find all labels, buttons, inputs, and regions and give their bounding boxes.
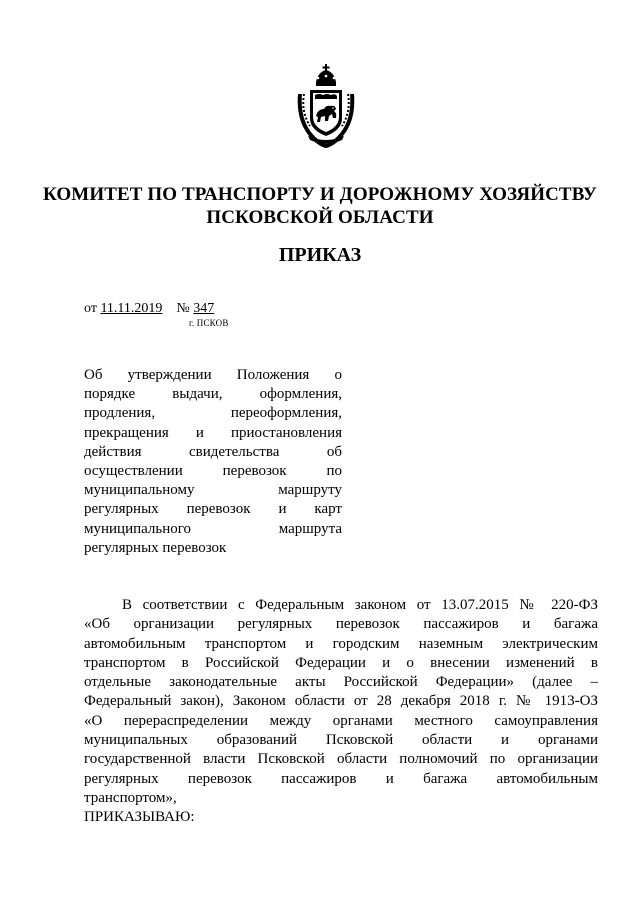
number-prefix: № — [176, 301, 190, 316]
subject-line: муниципального маршрута — [84, 520, 342, 537]
subject-line: регулярных перевозок и карт — [84, 501, 342, 518]
subject-line: регулярных перевозок — [84, 539, 227, 556]
order-subject — [84, 366, 342, 558]
subject-line: Об утверждении Положения о — [84, 367, 342, 383]
subject-line: муниципальному маршруту — [84, 482, 342, 499]
subject-line: прекращения и приостановления — [84, 424, 342, 441]
body-line: муниципальных образований Псковской области и органами — [84, 732, 598, 749]
order-body — [84, 596, 598, 828]
body-line-order-verb: ПРИКАЗЫВАЮ: — [84, 809, 195, 826]
document-type: ПРИКАЗ — [278, 244, 362, 266]
coat-of-arms-icon — [296, 64, 356, 148]
body-line: «Об организации регулярных перевозок пассажиров и багажа — [84, 616, 598, 633]
order-date: 11.11.2019 — [100, 301, 163, 316]
subject-line: продления, переоформления, — [84, 405, 342, 422]
body-line: регулярных перевозок пассажиров и багажа автомобильным — [84, 770, 598, 787]
organization-title-line-1: КОМИТЕТ ПО ТРАНСПОРТУ И ДОРОЖНОМУ ХОЗЯЙСТВУ — [43, 184, 597, 205]
body-line: «О перераспределении между органами местного самоуправления — [84, 712, 598, 729]
body-line: государственной власти Псковской области полномочий по организации — [84, 751, 598, 768]
date-prefix: от — [84, 301, 97, 316]
subject-line: порядке выдачи, оформления, — [84, 386, 342, 403]
order-date-number — [84, 300, 214, 318]
body-line: автомобильным транспортом и городским наземным электрическим — [84, 635, 598, 652]
body-line: транспортом», — [84, 789, 177, 806]
body-line: отдельные законодательные акты Российской Федерации» (далее – — [84, 674, 598, 691]
subject-line: осуществлении перевозок по — [84, 463, 342, 480]
body-line: транспортом в Российской Федерации и о внесении изменений в — [84, 654, 598, 671]
body-line: В соответствии с Федеральным законом от 13.07.2015 № 220-ФЗ — [122, 597, 598, 613]
body-line: Федеральный закон), Законом области от 28 декабря 2018 г. № 1913-ОЗ — [84, 693, 598, 710]
order-number: 347 — [193, 301, 215, 316]
organization-title — [40, 183, 600, 229]
subject-line: действия свидетельства об — [84, 443, 342, 460]
organization-title-line-2: ПСКОВСКОЙ ОБЛАСТИ — [206, 207, 434, 228]
city-label: г. ПСКОВ — [189, 318, 229, 328]
